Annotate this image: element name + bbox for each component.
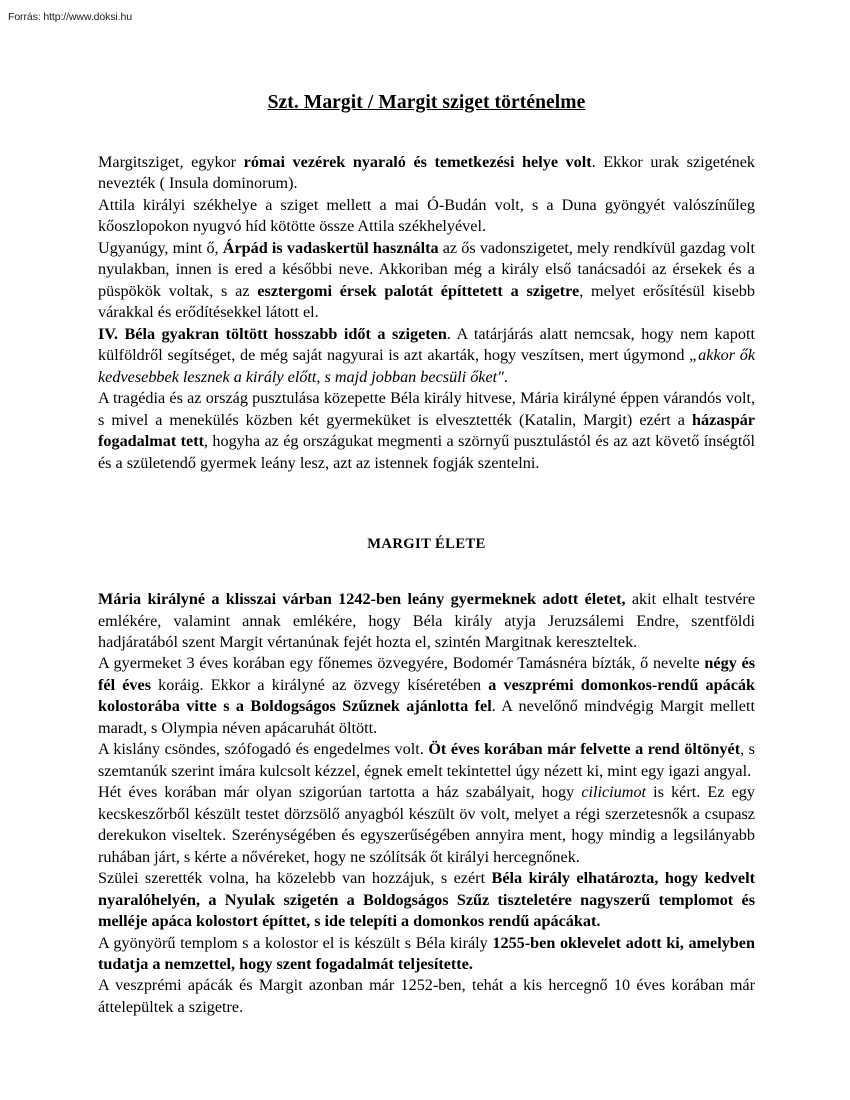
paragraph-gyermeket	[98, 653, 755, 739]
text-run-bold: a veszprémi domonkos-rendű apácák kolostorába vitte s a Boldogságos Szűznek ajánlotta fel	[98, 675, 755, 716]
text-run: .	[503, 367, 508, 386]
text-run: A tragédia és az ország pusztulása közepette Béla király hitvese, Mária királyné éppen várandós volt, s mivel a menekülés közben két gyermeküket is elvesztették (Katalin, Margit) ezért a	[98, 389, 755, 429]
text-run: . Ekkor urak szigetének nevezték ( Insula dominorum).	[98, 153, 755, 193]
text-run: koráig. Ekkor a királyné az özvegy kíséretében	[151, 675, 489, 694]
text-run-bold: Béla király elhatározta, hogy kedvelt nyaralóhelyén, a Nyulak szigetén a Boldogságos Szűz tiszteletére nagyszerű templomot és melléje apáca kolostort építtet, s ide telepíti a domonkos rendű apácákat.	[98, 869, 755, 931]
text-run: A veszprémi apácák és Margit azonban már 1252-ben, tehát a kis hercegnő 10 éves korában már áttelepültek a szigetre.	[98, 976, 755, 1016]
text-run: az ős vadonszigetet, mely rendkívül gazdag volt nyulakban, innen is ered a későbbi neve. Akkoriban még a király első tanácsadói az érsekek és a püspökök voltak, s az	[98, 238, 755, 300]
document-body	[98, 92, 755, 1018]
section-heading-margit-elete: MARGIT ÉLETE	[367, 536, 486, 553]
paragraph-szulei	[98, 868, 755, 932]
text-run: Szülei szerették volna, ha közelebb van hozzájuk, s ezért	[98, 869, 492, 888]
text-run-bold: IV. Béla gyakran töltött hosszabb időt a szigeten	[98, 324, 447, 343]
paragraph-kislany	[98, 739, 755, 782]
text-run: , melyet erősítésül kisebb várakkal és erődítésekkel látott el.	[98, 281, 755, 322]
text-run: Ugyanúgy, mint ő,	[98, 238, 223, 257]
text-run-bold: Öt éves korában már felvette a rend öltönyét	[428, 740, 741, 759]
paragraph-cilicium	[98, 782, 755, 868]
text-run-bold: Árpád is vadaskertül használta	[222, 238, 439, 257]
text-run: A gyermeket 3 éves korában egy főnemes özvegyére, Bodomér Tamásnéra bízták, ő nevelte	[98, 654, 705, 673]
text-run-bold: Mária királyné a klisszai várban 1242-ben leány gyermeknek adott életet,	[98, 590, 626, 609]
section-spacer-lower	[98, 553, 755, 589]
source-url-header: Forrás: http://www.doksi.hu	[8, 11, 132, 23]
text-run: . A nevelőnő mindvégig Margit mellett maradt, s Olympia néven apácaruhát öltött.	[98, 697, 755, 737]
paragraph-arpad	[98, 238, 755, 324]
text-run: . A tatárjárás alatt nemcsak, hogy nem kapott külföldről segítséget, de még saját nagyurai is azt akarták, hogy veszítsen, mert úgymond	[98, 324, 755, 365]
text-run: Hét éves korában már olyan szigorúan tartotta a ház szabályait, hogy	[98, 783, 582, 802]
paragraph-margitsziget	[98, 152, 755, 195]
text-run-bold: esztergomi érsek palotát építtetett a szigetre	[257, 281, 580, 300]
text-run-bold: 1255-ben oklevelet adott ki, amelyben tudatja a nemzettel, hogy szent fogadalmát teljesítette.	[98, 933, 755, 973]
page-title: Szt. Margit / Margit sziget történelme	[267, 92, 586, 113]
text-run: , s szemtanúk szerint imára kulcsolt kézzel, égnek emelt tekintettel úgy nézett ki, mint egy igazi angyal.	[98, 740, 755, 780]
text-run: Margitsziget, egykor	[98, 153, 244, 171]
text-run-bold: római vezérek nyaraló és temetkezési helye volt	[243, 153, 592, 171]
text-run: Attila királyi székhelye a sziget mellett a mai Ó-Budán volt, s a Duna gyöngyét valószínűleg kőoszlopokon nyugvó híd kötötte össze Attila székhelyével.	[98, 195, 755, 236]
paragraph-attila	[98, 195, 755, 238]
paragraph-veszpremi-apacak	[98, 975, 755, 1018]
text-run-italic: ciliciumot	[581, 783, 647, 802]
text-run: akit elhalt testvére emlékére, valamint annak emlékére, hogy Béla király atyja Jeruzsálemi Endre, szentföldi hadjáratából szent Margit vértanúnak fejét hozta el, szintén Margitnak kereszteltek.	[98, 590, 755, 651]
text-run: is kért. Ez egy kecskeszőrből készült testet dörzsölő anyagból készült öv volt, melyet a régi szerzetesnők a csupasz derekukon viseltek. Szerénységében és egyszerűségében annyira ment, hogy mindig a legsilányabb ruhában járt, s kérte a nővéreket, hogy ne szólítsák őt királyi hercegnőnek.	[98, 783, 755, 866]
paragraph-templom	[98, 933, 755, 976]
paragraph-iv-bela	[98, 324, 755, 388]
text-run-italic-quote: „akkor ők kedvesebbek lesznek a király előtt, s majd jobban becsüli őket″	[98, 346, 755, 386]
text-run-bold: házaspár fogadalmat tett	[98, 410, 755, 451]
paragraph-maria-kiralyne	[98, 589, 755, 653]
text-run: A kislány csöndes, szófogadó és engedelmes volt.	[98, 740, 429, 759]
text-run: A gyönyörű templom s a kolostor el is készült s Béla király	[98, 933, 493, 952]
text-run: , hogyha az ég országukat megmenti a szörnyű pusztulástól és az azt követő ínségtől és a születendő gyermek leány lesz, azt az istennek fogják szentelni.	[98, 432, 755, 472]
section-spacer	[98, 474, 755, 536]
paragraph-tragedia	[98, 388, 755, 474]
text-run-bold: négy és fél éves	[98, 654, 755, 694]
